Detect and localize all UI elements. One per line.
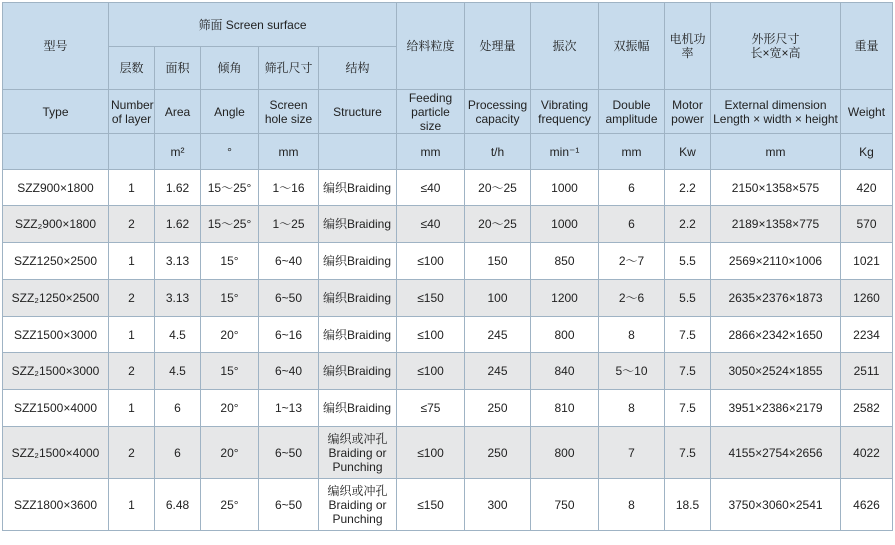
header-type-en: Type — [3, 90, 109, 134]
cell-type: SZZ₂1250×2500 — [3, 280, 109, 317]
header-vib-en: Vibrating frequency — [531, 90, 599, 134]
cell-amp: 7 — [599, 427, 665, 479]
header-area-en: Area — [155, 90, 201, 134]
header-model-cn: 型号 — [3, 3, 109, 90]
cell-vib: 810 — [531, 390, 599, 427]
cell-weight: 1021 — [841, 243, 893, 280]
cell-area: 1.62 — [155, 206, 201, 243]
spec-table-body — [3, 170, 893, 531]
cell-angle: 15° — [201, 243, 259, 280]
cell-structure: 编织Braiding — [319, 390, 397, 427]
cell-structure: 编织Braiding — [319, 317, 397, 353]
cell-capacity: 245 — [465, 353, 531, 390]
header-motor-cn: 电机功率 — [665, 3, 711, 90]
cell-layers: 2 — [109, 353, 155, 390]
header-hole-cn: 筛孔尺寸 — [259, 47, 319, 90]
header-angle-en: Angle — [201, 90, 259, 134]
cell-type: SZZ₂900×1800 — [3, 206, 109, 243]
table-row — [3, 170, 893, 206]
cell-weight: 570 — [841, 206, 893, 243]
cell-layers: 1 — [109, 170, 155, 206]
cell-layers: 2 — [109, 206, 155, 243]
cell-weight: 2511 — [841, 353, 893, 390]
cell-feed: ≤100 — [397, 317, 465, 353]
cell-motor: 5.5 — [665, 243, 711, 280]
cell-type: SZZ₂1500×3000 — [3, 353, 109, 390]
header-motor-en: Motor power — [665, 90, 711, 134]
cell-capacity: 20～25 — [465, 206, 531, 243]
unit-layers — [109, 134, 155, 170]
cell-weight: 420 — [841, 170, 893, 206]
cell-hole: 6~40 — [259, 353, 319, 390]
cell-dim: 2866×2342×1650 — [711, 317, 841, 353]
cell-layers: 2 — [109, 280, 155, 317]
cell-dim: 3050×2524×1855 — [711, 353, 841, 390]
cell-layers: 1 — [109, 390, 155, 427]
unit-amp: mm — [599, 134, 665, 170]
cell-angle: 15° — [201, 280, 259, 317]
cell-hole: 1~13 — [259, 390, 319, 427]
header-amp-cn: 双振幅 — [599, 3, 665, 90]
cell-area: 3.13 — [155, 243, 201, 280]
cell-vib: 850 — [531, 243, 599, 280]
cell-feed: ≤100 — [397, 243, 465, 280]
cell-type: SZZ1250×2500 — [3, 243, 109, 280]
header-layers-en: Number of layer — [109, 90, 155, 134]
header-weight-en: Weight — [841, 90, 893, 134]
cell-amp: 6 — [599, 170, 665, 206]
header-weight-cn: 重量 — [841, 3, 893, 90]
cell-angle: 15° — [201, 353, 259, 390]
cell-layers: 1 — [109, 479, 155, 531]
table-row — [3, 280, 893, 317]
cell-feed: ≤40 — [397, 170, 465, 206]
cell-area: 4.5 — [155, 353, 201, 390]
cell-type: SZZ1800×3600 — [3, 479, 109, 531]
unit-vib: min⁻¹ — [531, 134, 599, 170]
table-row — [3, 479, 893, 531]
cell-dim: 2150×1358×575 — [711, 170, 841, 206]
cell-hole: 6~50 — [259, 479, 319, 531]
header-hole-en: Screen hole size — [259, 90, 319, 134]
cell-structure: 编织Braiding — [319, 170, 397, 206]
cell-vib: 840 — [531, 353, 599, 390]
table-row — [3, 243, 893, 280]
cell-weight: 4626 — [841, 479, 893, 531]
cell-feed: ≤75 — [397, 390, 465, 427]
cell-amp: 8 — [599, 479, 665, 531]
cell-vib: 800 — [531, 317, 599, 353]
unit-capacity: t/h — [465, 134, 531, 170]
cell-capacity: 245 — [465, 317, 531, 353]
table-row — [3, 390, 893, 427]
cell-area: 6 — [155, 427, 201, 479]
cell-structure: 编织或冲孔 Braiding or Punching — [319, 427, 397, 479]
cell-dim: 2569×2110×1006 — [711, 243, 841, 280]
cell-type: SZZ900×1800 — [3, 170, 109, 206]
header-angle-cn: 倾角 — [201, 47, 259, 90]
cell-vib: 800 — [531, 427, 599, 479]
cell-type: SZZ1500×4000 — [3, 390, 109, 427]
cell-weight: 4022 — [841, 427, 893, 479]
cell-dim: 3750×3060×2541 — [711, 479, 841, 531]
unit-feed: mm — [397, 134, 465, 170]
cell-structure: 编织或冲孔 Braiding or Punching — [319, 479, 397, 531]
table-row — [3, 427, 893, 479]
cell-area: 4.5 — [155, 317, 201, 353]
cell-motor: 7.5 — [665, 390, 711, 427]
cell-capacity: 150 — [465, 243, 531, 280]
cell-hole: 6~50 — [259, 280, 319, 317]
header-vib-cn: 振次 — [531, 3, 599, 90]
cell-feed: ≤150 — [397, 479, 465, 531]
cell-feed: ≤100 — [397, 353, 465, 390]
cell-vib: 1000 — [531, 170, 599, 206]
cell-hole: 6~40 — [259, 243, 319, 280]
cell-angle: 15～25° — [201, 170, 259, 206]
cell-area: 6 — [155, 390, 201, 427]
header-area-cn: 面积 — [155, 47, 201, 90]
cell-amp: 2～7 — [599, 243, 665, 280]
cell-amp: 8 — [599, 317, 665, 353]
unit-motor: Kw — [665, 134, 711, 170]
cell-motor: 7.5 — [665, 317, 711, 353]
unit-hole: mm — [259, 134, 319, 170]
cell-structure: 编织Braiding — [319, 353, 397, 390]
cell-weight: 2234 — [841, 317, 893, 353]
cell-amp: 2～6 — [599, 280, 665, 317]
header-capacity-en: Processing capacity — [465, 90, 531, 134]
cell-capacity: 300 — [465, 479, 531, 531]
cell-vib: 1200 — [531, 280, 599, 317]
cell-hole: 6~50 — [259, 427, 319, 479]
cell-angle: 25° — [201, 479, 259, 531]
cell-structure: 编织Braiding — [319, 243, 397, 280]
cell-angle: 20° — [201, 427, 259, 479]
cell-structure: 编织Braiding — [319, 206, 397, 243]
cell-layers: 1 — [109, 317, 155, 353]
cell-type: SZZ₂1500×4000 — [3, 427, 109, 479]
cell-hole: 6~16 — [259, 317, 319, 353]
units-row — [3, 134, 893, 170]
cell-feed: ≤100 — [397, 427, 465, 479]
header-dim-en: External dimension Length × width × height — [711, 90, 841, 134]
cell-dim: 3951×2386×2179 — [711, 390, 841, 427]
cell-amp: 6 — [599, 206, 665, 243]
cell-layers: 1 — [109, 243, 155, 280]
cell-angle: 15～25° — [201, 206, 259, 243]
cell-area: 3.13 — [155, 280, 201, 317]
table-row — [3, 353, 893, 390]
cell-dim: 4155×2754×2656 — [711, 427, 841, 479]
unit-area: m² — [155, 134, 201, 170]
cell-angle: 20° — [201, 390, 259, 427]
cell-motor: 5.5 — [665, 280, 711, 317]
cell-dim: 2635×2376×1873 — [711, 280, 841, 317]
header-amp-en: Double amplitude — [599, 90, 665, 134]
header-screen-surface: 筛面 Screen surface — [109, 3, 397, 47]
table-row — [3, 206, 893, 243]
unit-angle: ° — [201, 134, 259, 170]
cell-area: 6.48 — [155, 479, 201, 531]
header-dim-cn: 外形尺寸 长×宽×高 — [711, 3, 841, 90]
unit-type — [3, 134, 109, 170]
header-feed-en: Feeding particle size — [397, 90, 465, 134]
cell-area: 1.62 — [155, 170, 201, 206]
cell-feed: ≤40 — [397, 206, 465, 243]
cell-vib: 750 — [531, 479, 599, 531]
header-structure-cn: 结构 — [319, 47, 397, 90]
header-feed-cn: 给料粒度 — [397, 3, 465, 90]
table-row — [3, 317, 893, 353]
cell-hole: 1～25 — [259, 206, 319, 243]
cell-weight: 1260 — [841, 280, 893, 317]
unit-structure — [319, 134, 397, 170]
cell-capacity: 100 — [465, 280, 531, 317]
header-capacity-cn: 处理量 — [465, 3, 531, 90]
unit-dim: mm — [711, 134, 841, 170]
cell-capacity: 20～25 — [465, 170, 531, 206]
cell-angle: 20° — [201, 317, 259, 353]
cell-structure: 编织Braiding — [319, 280, 397, 317]
header-structure-en: Structure — [319, 90, 397, 134]
cell-hole: 1～16 — [259, 170, 319, 206]
header-layers-cn: 层数 — [109, 47, 155, 90]
cell-motor: 7.5 — [665, 353, 711, 390]
cell-vib: 1000 — [531, 206, 599, 243]
cell-motor: 2.2 — [665, 206, 711, 243]
cell-motor: 7.5 — [665, 427, 711, 479]
cell-motor: 2.2 — [665, 170, 711, 206]
cell-weight: 2582 — [841, 390, 893, 427]
cell-dim: 2189×1358×775 — [711, 206, 841, 243]
header-row-chinese — [3, 3, 893, 47]
cell-amp: 5～10 — [599, 353, 665, 390]
spec-table — [2, 2, 893, 531]
cell-feed: ≤150 — [397, 280, 465, 317]
cell-capacity: 250 — [465, 390, 531, 427]
cell-amp: 8 — [599, 390, 665, 427]
header-row-english — [3, 90, 893, 134]
cell-type: SZZ1500×3000 — [3, 317, 109, 353]
unit-weight: Kg — [841, 134, 893, 170]
cell-capacity: 250 — [465, 427, 531, 479]
cell-motor: 18.5 — [665, 479, 711, 531]
cell-layers: 2 — [109, 427, 155, 479]
